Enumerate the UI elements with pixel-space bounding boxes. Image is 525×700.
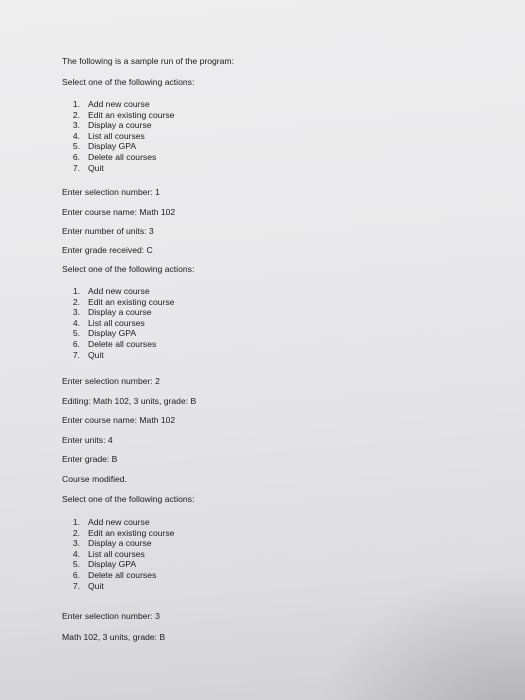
menu-number: 3. <box>72 538 80 549</box>
menu-label: Edit an existing course <box>88 296 175 307</box>
menu-item <box>62 307 174 318</box>
menu-list <box>62 517 174 591</box>
menu-label: List all courses <box>88 548 145 559</box>
menu-number: 1. <box>72 286 80 296</box>
menu-item <box>62 538 174 549</box>
menu-number: 2. <box>72 109 80 120</box>
menu-item <box>62 549 174 560</box>
menu-item <box>62 110 174 121</box>
menu-label: Display GPA <box>88 559 137 570</box>
menu-number: 4. <box>72 317 80 328</box>
menu-item <box>62 517 174 528</box>
run2-result: Course modified. <box>62 474 127 484</box>
menu-label: Delete all courses <box>88 569 157 580</box>
run1-units: Enter number of units: 3 <box>62 226 154 236</box>
shadow <box>300 560 525 700</box>
menu-number: 6. <box>72 569 80 580</box>
menu-number: 1. <box>72 517 80 527</box>
menu-item <box>62 99 174 110</box>
menu-label: List all courses <box>88 130 145 141</box>
menu-label: List all courses <box>88 317 145 328</box>
menu-item <box>62 528 174 539</box>
menu-item <box>62 581 174 592</box>
menu-label: Edit an existing course <box>88 527 175 538</box>
menu-number: 5. <box>72 559 80 570</box>
menu-label: Display GPA <box>88 141 137 152</box>
run1-selection: Enter selection number: 1 <box>62 187 160 197</box>
run2-units: Enter units: 4 <box>62 435 113 445</box>
menu-item <box>62 131 174 142</box>
menu-prompt: Select one of the following actions: <box>62 77 195 87</box>
menu-label: Quit <box>88 349 104 360</box>
run2-grade: Enter grade: B <box>62 454 118 464</box>
menu-label: Delete all courses <box>88 338 157 349</box>
menu-list <box>62 99 174 173</box>
menu-list <box>62 286 174 360</box>
run2-course-name: Enter course name: Math 102 <box>62 415 176 425</box>
menu-label: Edit an existing course <box>88 109 175 120</box>
run2-selection: Enter selection number: 2 <box>62 376 160 386</box>
menu-label: Quit <box>88 580 104 591</box>
menu-label: Add new course <box>88 517 150 527</box>
menu-label: Display a course <box>88 120 152 131</box>
menu-label: Display a course <box>88 538 152 549</box>
menu-label: Delete all courses <box>88 151 157 162</box>
run1-grade: Enter grade received: C <box>62 245 153 255</box>
run2-editing: Editing: Math 102, 3 units, grade: B <box>62 396 197 406</box>
menu-item <box>62 120 174 131</box>
menu-number: 6. <box>72 151 80 162</box>
menu-number: 2. <box>72 296 80 307</box>
menu-label: Add new course <box>88 99 150 109</box>
menu-item <box>62 152 174 163</box>
menu-number: 7. <box>72 162 80 173</box>
menu-item <box>62 559 174 570</box>
menu-number: 2. <box>72 527 80 538</box>
menu-item <box>62 286 174 297</box>
menu-label: Quit <box>88 162 104 173</box>
menu-number: 4. <box>72 548 80 559</box>
menu-item <box>62 339 174 350</box>
menu-item <box>62 328 174 339</box>
menu-number: 6. <box>72 338 80 349</box>
menu-label: Display a course <box>88 307 152 318</box>
intro-text: The following is a sample run of the program: <box>62 56 234 66</box>
menu-number: 7. <box>72 580 80 591</box>
menu-item <box>62 297 174 308</box>
menu-number: 4. <box>72 130 80 141</box>
menu-label: Add new course <box>88 286 150 296</box>
menu-item <box>62 570 174 581</box>
run3-display: Math 102, 3 units, grade: B <box>62 632 166 642</box>
run1-course-name: Enter course name: Math 102 <box>62 207 176 217</box>
menu-item <box>62 318 174 329</box>
menu-number: 5. <box>72 141 80 152</box>
menu-prompt: Select one of the following actions: <box>62 264 195 274</box>
menu-item <box>62 350 174 361</box>
menu-item <box>62 163 174 174</box>
menu-number: 3. <box>72 307 80 318</box>
menu-number: 1. <box>72 99 80 109</box>
menu-number: 3. <box>72 120 80 131</box>
menu-label: Display GPA <box>88 328 137 339</box>
menu-number: 7. <box>72 349 80 360</box>
menu-number: 5. <box>72 328 80 339</box>
menu-prompt: Select one of the following actions: <box>62 494 195 504</box>
run3-selection: Enter selection number: 3 <box>62 611 160 621</box>
menu-item <box>62 141 174 152</box>
